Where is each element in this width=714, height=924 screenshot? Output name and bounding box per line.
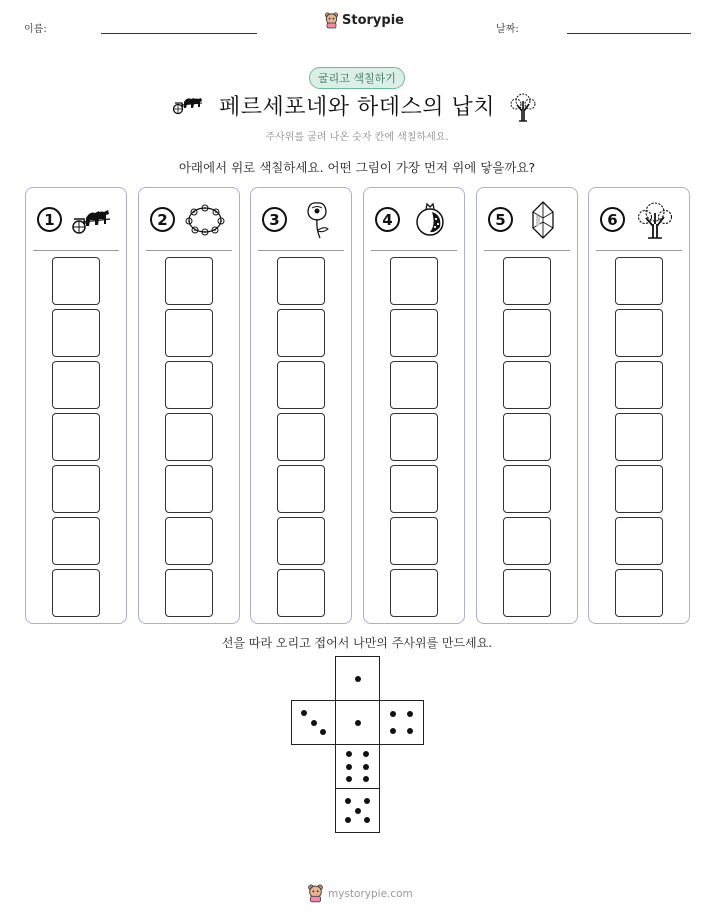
pomegranate-icon: [408, 200, 452, 240]
color-cell[interactable]: [615, 309, 663, 357]
color-cell[interactable]: [390, 413, 438, 461]
tree-icon: [633, 200, 677, 240]
color-cell[interactable]: [52, 569, 100, 617]
color-cell[interactable]: [615, 465, 663, 513]
color-cell[interactable]: [503, 465, 551, 513]
dice-face: [335, 656, 380, 701]
dice-pip: [390, 728, 396, 734]
color-cell[interactable]: [390, 569, 438, 617]
dice-pip: [345, 798, 351, 804]
color-cell[interactable]: [165, 309, 213, 357]
tree-icon: [508, 91, 538, 123]
track-column-2: [138, 187, 240, 624]
color-cell[interactable]: [615, 413, 663, 461]
color-cell[interactable]: [52, 517, 100, 565]
color-cell[interactable]: [615, 569, 663, 617]
name-label: 이름:: [24, 24, 47, 35]
column-number: 2: [150, 207, 175, 232]
color-cell[interactable]: [390, 517, 438, 565]
dice-pip: [355, 676, 361, 682]
dice-face: [335, 744, 380, 789]
flower-wreath-icon: [183, 200, 227, 240]
color-cell[interactable]: [277, 257, 325, 305]
crystal-icon: [521, 200, 565, 240]
color-cell[interactable]: [277, 569, 325, 617]
color-cell[interactable]: [277, 361, 325, 409]
dice-pip: [363, 751, 369, 757]
footer: [307, 884, 413, 903]
activity-badge: 굴리고 색칠하기: [309, 67, 405, 89]
color-cell[interactable]: [503, 517, 551, 565]
color-cell[interactable]: [165, 413, 213, 461]
color-cell[interactable]: [503, 413, 551, 461]
column-divider: [258, 250, 344, 251]
column-number: 1: [37, 207, 62, 232]
color-cell[interactable]: [277, 413, 325, 461]
subtitle: 주사위를 굴려 나온 숫자 칸에 색칠하세요.: [265, 132, 449, 143]
color-cell[interactable]: [615, 517, 663, 565]
storypie-mascot-icon: [324, 12, 339, 29]
dice-pip: [363, 776, 369, 782]
color-cell[interactable]: [390, 361, 438, 409]
column-divider: [596, 250, 682, 251]
column-divider: [371, 250, 457, 251]
color-cell[interactable]: [390, 257, 438, 305]
color-cell[interactable]: [52, 309, 100, 357]
color-cell[interactable]: [615, 361, 663, 409]
instruction-text: 아래에서 위로 색칠하세요. 어떤 그림이 가장 먼저 위에 닿을까요?: [178, 160, 536, 175]
track-column-5: [476, 187, 578, 624]
dice-pip: [364, 798, 370, 804]
column-number: 3: [262, 207, 287, 232]
dice-pip: [320, 729, 326, 735]
brand-logo: [324, 12, 404, 29]
color-cell[interactable]: [503, 361, 551, 409]
dice-pip: [355, 720, 361, 726]
column-divider: [33, 250, 119, 251]
dice-face: [291, 700, 336, 745]
dice-pip: [301, 710, 307, 716]
color-cell[interactable]: [390, 309, 438, 357]
brand-name: Storypie: [342, 13, 404, 28]
color-cell[interactable]: [165, 361, 213, 409]
track-column-3: [250, 187, 352, 624]
column-divider: [484, 250, 570, 251]
date-label: 날짜:: [496, 24, 519, 35]
dice-face: [379, 700, 424, 745]
dice-face: [335, 700, 380, 745]
color-cell[interactable]: [277, 309, 325, 357]
color-cell[interactable]: [503, 257, 551, 305]
track-column-1: [25, 187, 127, 624]
dice-pip: [363, 764, 369, 770]
dice-pip: [346, 751, 352, 757]
color-cell[interactable]: [165, 517, 213, 565]
color-cell[interactable]: [165, 257, 213, 305]
dice-pip: [355, 808, 361, 814]
color-cell[interactable]: [277, 465, 325, 513]
dice-pip: [311, 720, 317, 726]
dice-face: [335, 788, 380, 833]
track-column-4: [363, 187, 465, 624]
color-cell[interactable]: [503, 569, 551, 617]
track-column-6: [588, 187, 690, 624]
name-line[interactable]: [101, 33, 257, 34]
date-line[interactable]: [567, 33, 691, 34]
dice-pip: [346, 776, 352, 782]
color-cell[interactable]: [52, 257, 100, 305]
flower-icon: [295, 200, 339, 240]
color-cell[interactable]: [165, 465, 213, 513]
dice-pip: [364, 817, 370, 823]
dice-instruction: 선을 따라 오리고 접어서 나만의 주사위를 만드세요.: [221, 636, 493, 650]
color-cell[interactable]: [503, 309, 551, 357]
column-number: 5: [488, 207, 513, 232]
column-divider: [146, 250, 232, 251]
chariot-icon: [70, 200, 114, 240]
page-title: 페르세포네와 하데스의 납치: [218, 95, 495, 120]
color-cell[interactable]: [52, 465, 100, 513]
storypie-mascot-icon: [307, 884, 324, 903]
color-cell[interactable]: [52, 413, 100, 461]
color-cell[interactable]: [390, 465, 438, 513]
color-cell[interactable]: [52, 361, 100, 409]
footer-url[interactable]: mystorypie.com: [328, 887, 413, 900]
column-number: 4: [375, 207, 400, 232]
color-cell[interactable]: [277, 517, 325, 565]
dice-pip: [390, 711, 396, 717]
color-cell[interactable]: [165, 569, 213, 617]
column-number: 6: [600, 207, 625, 232]
color-cell[interactable]: [615, 257, 663, 305]
dice-pip: [345, 817, 351, 823]
dice-pip: [346, 764, 352, 770]
dice-pip: [407, 711, 413, 717]
dice-pip: [407, 728, 413, 734]
